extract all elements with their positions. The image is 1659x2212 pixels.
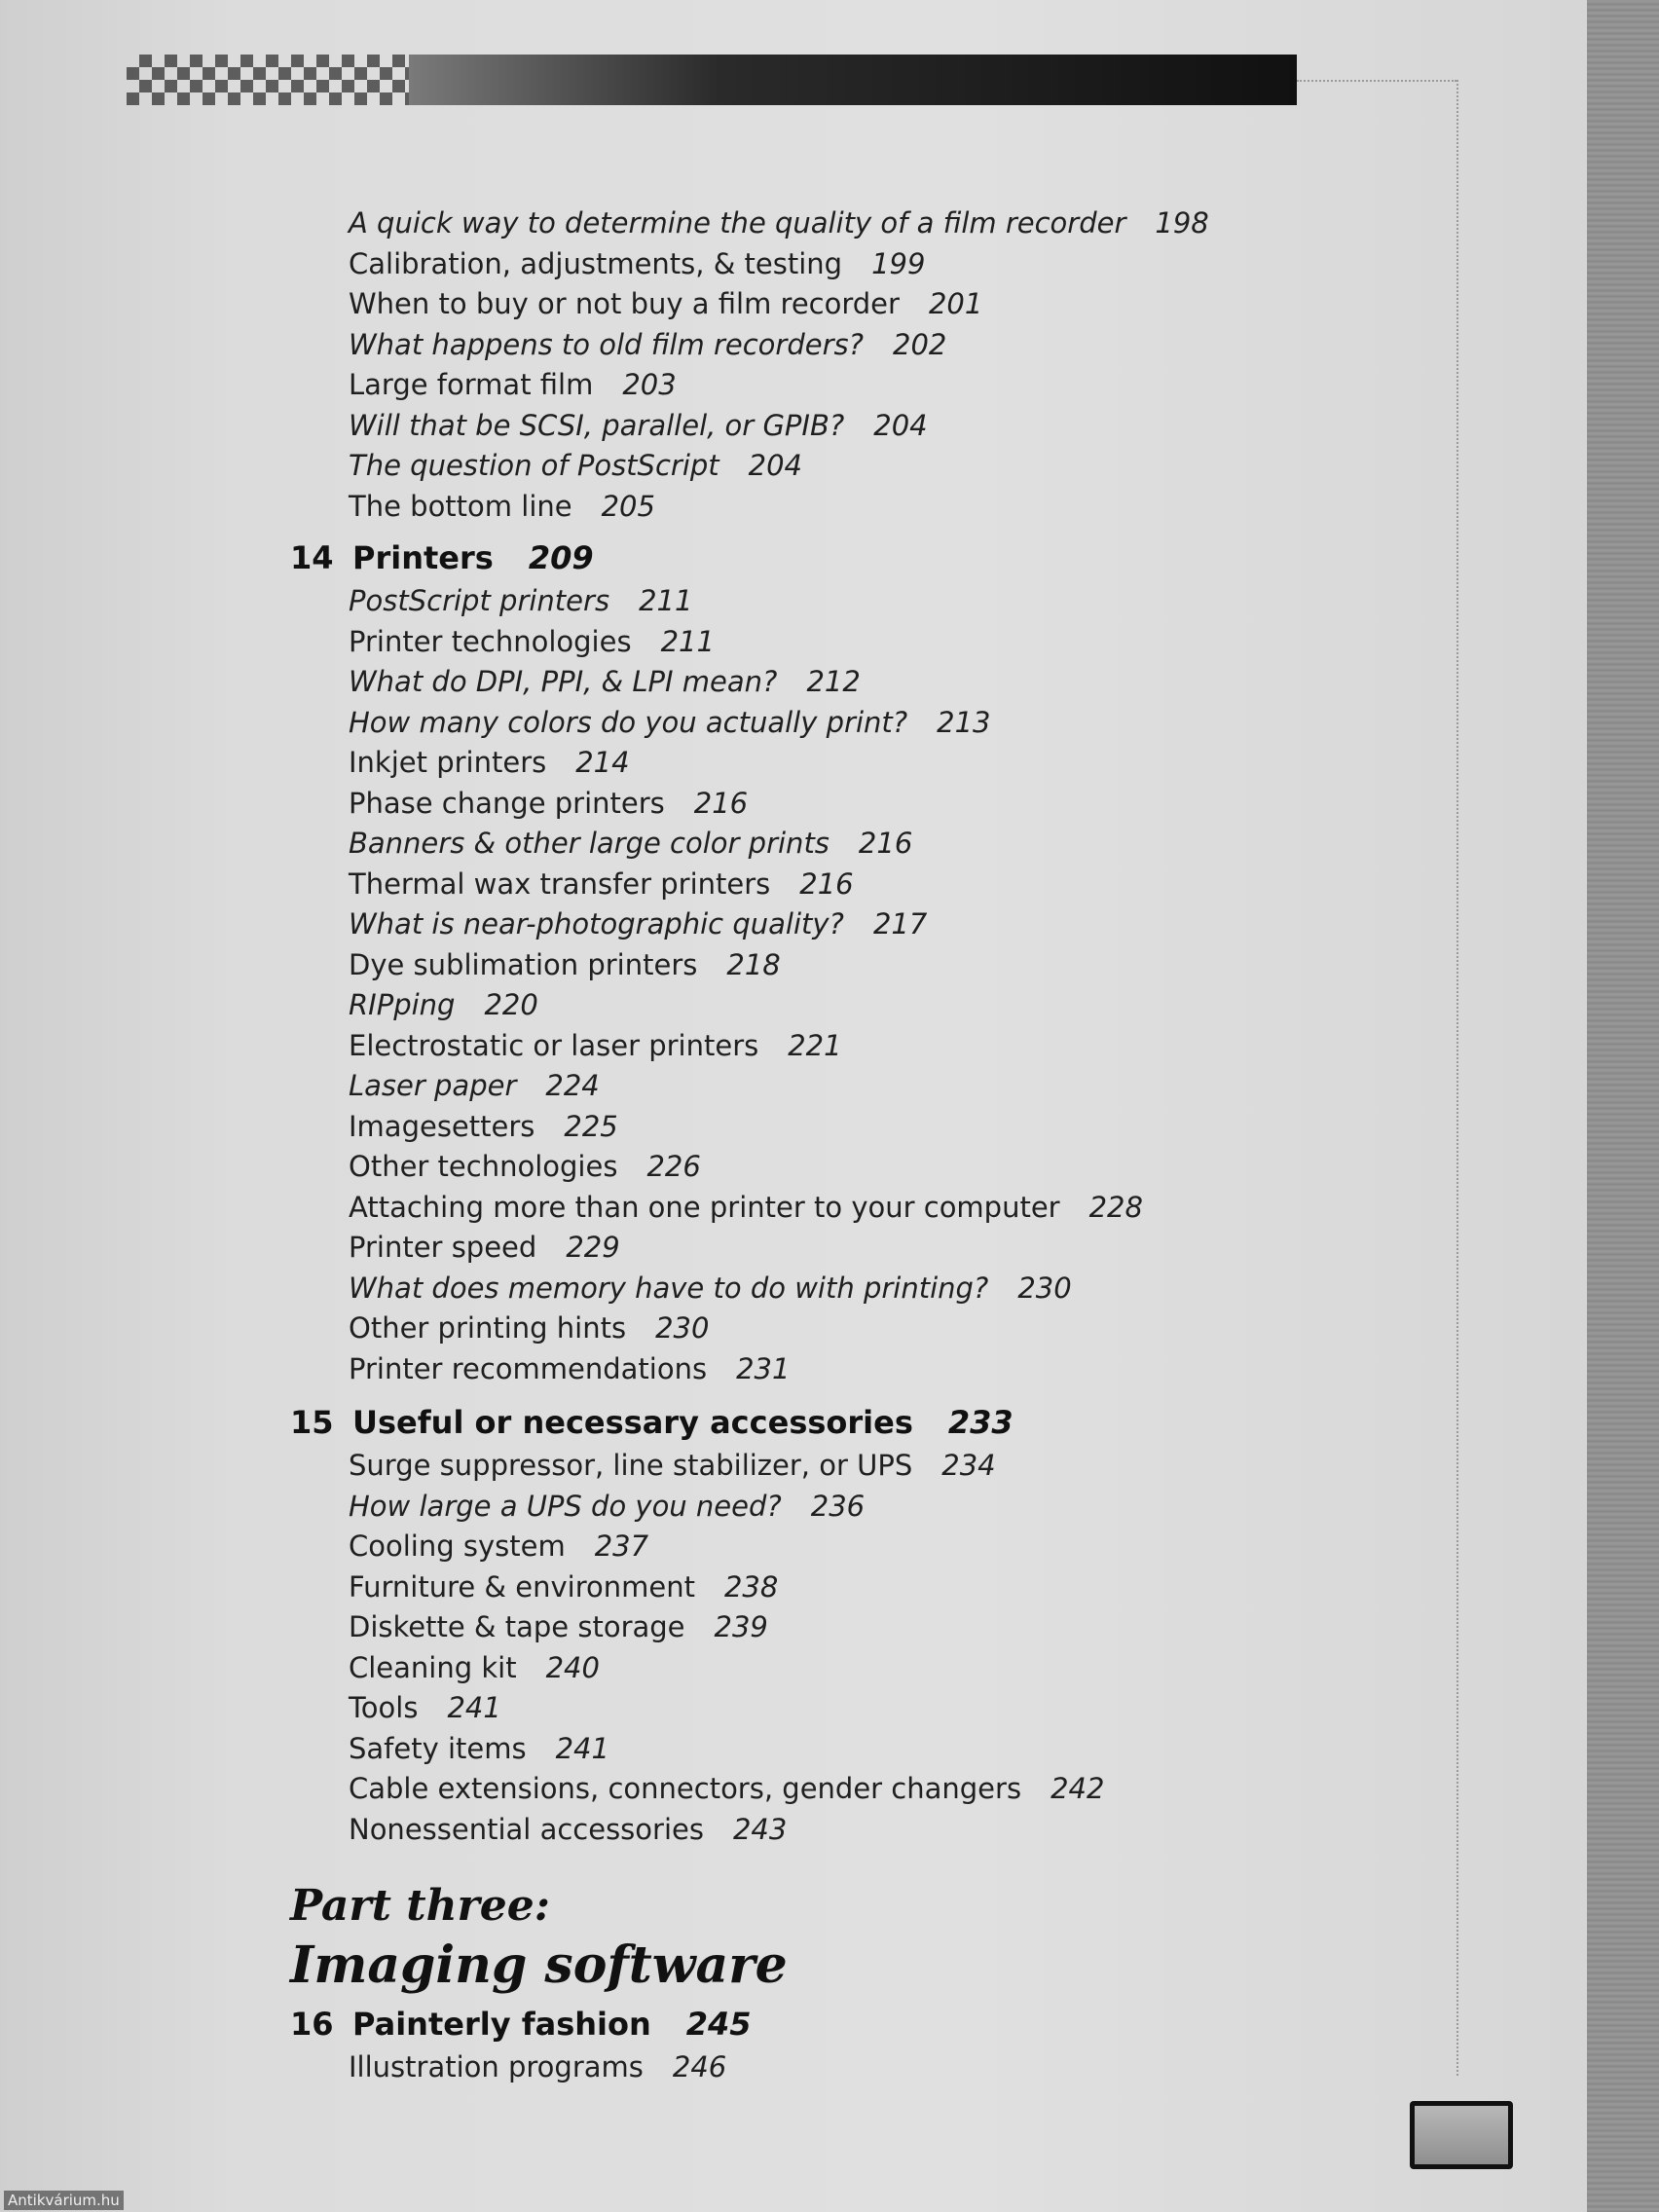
toc-entry <box>349 1570 778 1604</box>
toc-entry <box>349 1490 865 1523</box>
toc-entry-title: Attaching more than one printer to your computer <box>349 1190 1060 1224</box>
toc-entry-page: 213 <box>937 705 991 739</box>
toc-entry <box>349 625 715 658</box>
toc-entry-page: 229 <box>566 1231 620 1264</box>
toc-entry-page: 230 <box>1017 1271 1072 1305</box>
toc-entry-title: Illustration programs <box>349 2050 644 2083</box>
dotted-guide-top <box>1297 80 1456 82</box>
toc-entry-title: Phase change printers <box>349 786 665 820</box>
toc-entry-page: 216 <box>693 786 749 820</box>
toc-entry-title: How many colors do you actually print? <box>349 705 908 739</box>
toc-entry-page: 201 <box>928 287 983 320</box>
toc-entry-title: What happens to old film recorders? <box>349 327 864 361</box>
toc-entry-title: Dye sublimation printers <box>349 947 698 981</box>
toc-entry-title: Furniture & environment <box>349 1569 695 1604</box>
chapter-heading <box>290 1404 1014 1441</box>
toc-entry-page: 236 <box>810 1489 866 1523</box>
toc-entry-page: 228 <box>1088 1190 1143 1224</box>
chapter-title: Useful or necessary accessories <box>352 1404 913 1441</box>
toc-entry-page: 231 <box>736 1351 791 1385</box>
chapter-number: 15 <box>290 1404 334 1441</box>
toc-entry <box>349 988 538 1021</box>
toc-entry <box>349 1069 600 1102</box>
toc-entry-page: 240 <box>545 1650 600 1684</box>
watermark: Antikvárium.hu <box>4 2191 124 2210</box>
toc-entry-title: Printer technologies <box>349 624 632 658</box>
toc-entry-title: Printer recommendations <box>349 1351 708 1385</box>
toc-entry <box>349 1110 618 1143</box>
toc-entry <box>349 787 748 820</box>
chapter-page: 233 <box>947 1404 1014 1441</box>
toc-entry-title: Tools <box>349 1691 419 1724</box>
header-decoration-bar <box>127 55 1297 105</box>
toc-entry <box>349 1231 620 1264</box>
toc-entry-title: The question of PostScript <box>349 449 719 482</box>
toc-entry-page: 239 <box>714 1610 768 1643</box>
toc-entry-title: What do DPI, PPI, & LPI mean? <box>349 665 778 698</box>
toc-entry-title: Will that be SCSI, parallel, or GPIB? <box>349 408 845 442</box>
toc-entry <box>349 1352 790 1385</box>
toc-entry-title: Safety items <box>349 1731 527 1765</box>
toc-entry-page: 204 <box>748 449 803 482</box>
checker-pattern-icon <box>127 55 419 105</box>
toc-entry-title: Cleaning kit <box>349 1650 517 1684</box>
toc-entry-page: 234 <box>941 1449 996 1482</box>
toc-entry <box>349 1272 1072 1305</box>
toc-entry-page: 216 <box>858 827 913 860</box>
toc-entry-title: RIPping <box>349 988 456 1021</box>
toc-entry <box>349 1813 787 1846</box>
toc-entry-page: 216 <box>799 866 854 901</box>
toc-entry <box>349 1191 1143 1224</box>
toc-entry-page: 241 <box>555 1731 609 1765</box>
page-corner-tab-icon <box>1410 2101 1513 2169</box>
toc-entry-title: How large a UPS do you need? <box>349 1489 782 1523</box>
chapter-heading <box>290 539 594 576</box>
toc-entry <box>349 247 925 280</box>
toc-entry-page: 237 <box>594 1530 649 1563</box>
book-spine-edge <box>1587 0 1659 2212</box>
toc-entry-page: 242 <box>1051 1772 1105 1805</box>
toc-entry-title: The bottom line <box>349 489 572 523</box>
toc-entry-title: Imagesetters <box>349 1109 535 1143</box>
toc-entry <box>349 665 861 698</box>
toc-entry <box>349 409 928 442</box>
chapter-title: Painterly fashion <box>352 2006 651 2043</box>
toc-entry-title: Calibration, adjustments, & testing <box>349 246 843 280</box>
toc-entry-title: Other printing hints <box>349 1311 627 1345</box>
toc-entry-title: Thermal wax transfer printers <box>349 866 771 901</box>
toc-entry <box>349 1449 996 1482</box>
toc-entry-title: Inkjet printers <box>349 746 547 779</box>
toc-entry <box>349 287 982 320</box>
chapter-page: 209 <box>528 539 594 576</box>
toc-entry-title: Banners & other large color prints <box>349 827 830 860</box>
toc-entry <box>349 1311 709 1345</box>
toc-entry-page: 217 <box>872 907 928 940</box>
toc-entry-page: 230 <box>655 1311 710 1345</box>
toc-entry-title: A quick way to determine the quality of a film recorder <box>349 206 1126 240</box>
toc-entry <box>349 490 655 523</box>
toc-entry-title: Surge suppressor, line stabilizer, or UPS <box>349 1449 913 1482</box>
toc-entry <box>349 1150 701 1183</box>
chapter-title: Printers <box>352 539 494 576</box>
toc-entry <box>349 1772 1104 1805</box>
toc-entry-page: 214 <box>575 746 630 779</box>
toc-entry-title: Other technologies <box>349 1150 618 1183</box>
toc-entry-page: 203 <box>622 368 677 401</box>
toc-entry-page: 218 <box>726 947 781 981</box>
toc-entry-title: Cooling system <box>349 1530 566 1563</box>
toc-entry-title: Diskette & tape storage <box>349 1610 685 1643</box>
toc-entry-page: 224 <box>545 1069 600 1102</box>
toc-entry <box>349 948 781 981</box>
header-solid-band <box>409 55 1297 105</box>
toc-entry-page: 238 <box>723 1569 779 1604</box>
toc-entry-title: Cable extensions, connectors, gender changers <box>349 1772 1022 1805</box>
toc-entry-page: 212 <box>806 665 861 698</box>
chapter-heading <box>290 2006 752 2043</box>
toc-entry <box>349 1029 842 1062</box>
toc-entry <box>349 1691 501 1724</box>
toc-entry-title: Printer speed <box>349 1231 537 1264</box>
toc-entry-page: 204 <box>873 408 928 442</box>
part-title: Imaging software <box>290 1936 788 1995</box>
toc-entry <box>349 584 692 617</box>
chapter-number: 14 <box>290 539 334 576</box>
toc-entry-title: Large format film <box>349 368 594 401</box>
toc-entry <box>349 206 1209 240</box>
toc-entry-page: 246 <box>672 2050 727 2083</box>
toc-entry-page: 211 <box>660 624 715 658</box>
toc-entry-page: 199 <box>871 246 926 280</box>
toc-entry-page: 211 <box>639 584 693 617</box>
toc-entry-title: What does memory have to do with printing? <box>349 1271 989 1305</box>
toc-entry-page: 220 <box>484 988 538 1021</box>
toc-entry <box>349 867 854 901</box>
toc-entry-title: Electrostatic or laser printers <box>349 1028 759 1062</box>
toc-entry <box>349 827 912 860</box>
toc-entry <box>349 907 927 940</box>
toc-entry-page: 226 <box>646 1150 701 1183</box>
toc-entry <box>349 1732 609 1765</box>
toc-entry-title: Laser paper <box>349 1069 517 1102</box>
toc-entry-page: 221 <box>788 1028 842 1062</box>
toc-entry <box>349 368 677 401</box>
toc-entry <box>349 1651 600 1684</box>
toc-entry-page: 202 <box>893 327 947 361</box>
toc-entry <box>349 746 630 779</box>
toc-entry <box>349 1610 768 1643</box>
toc-entry-page: 198 <box>1155 206 1209 240</box>
toc-entry <box>349 328 946 361</box>
toc-entry <box>349 2050 726 2083</box>
toc-entry-title: What is near-photographic quality? <box>349 907 844 940</box>
toc-entry-page: 243 <box>732 1812 788 1846</box>
chapter-number: 16 <box>290 2006 334 2043</box>
toc-entry <box>349 706 991 739</box>
toc-entry-page: 225 <box>564 1109 618 1143</box>
toc-entry-title: PostScript printers <box>349 584 610 617</box>
dotted-guide-right <box>1456 80 1458 2076</box>
chapter-page: 245 <box>685 2006 752 2043</box>
toc-entry <box>349 449 802 482</box>
part-label: Part three: <box>290 1881 550 1931</box>
toc-entry-page: 241 <box>447 1691 501 1724</box>
toc-entry-title: When to buy or not buy a film recorder <box>349 287 900 320</box>
toc-entry-page: 205 <box>601 489 655 523</box>
toc-entry <box>349 1530 648 1563</box>
toc-entry-title: Nonessential accessories <box>349 1812 704 1846</box>
